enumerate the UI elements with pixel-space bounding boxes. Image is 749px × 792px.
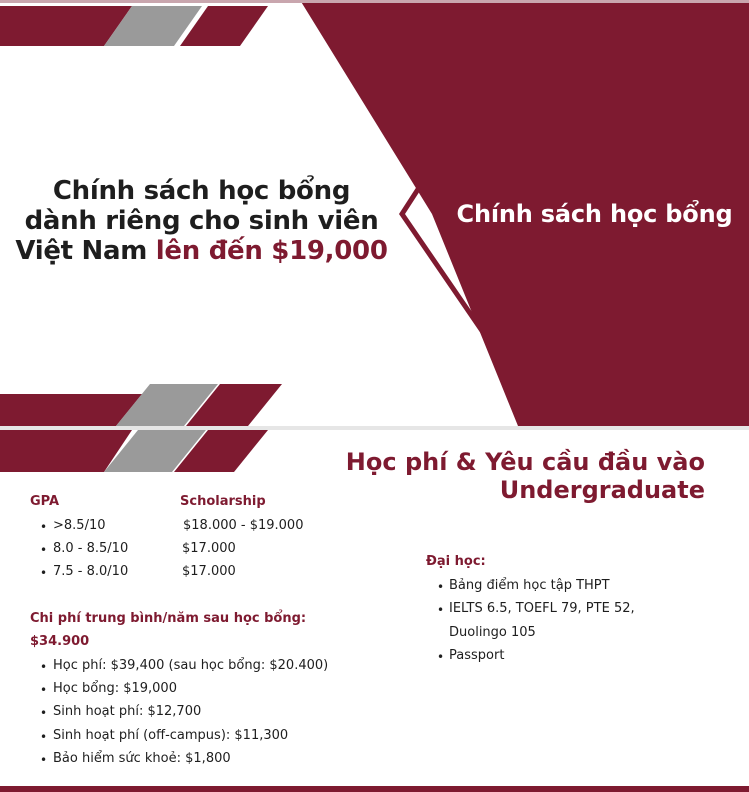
bullet-icon: • <box>40 566 48 580</box>
bullet-icon: • <box>40 683 48 697</box>
cost-item: Học bổng: $19,000 <box>53 681 177 696</box>
requirement-item: IELTS 6.5, TOEFL 79, PTE 52, <box>449 601 635 616</box>
bullet-icon: • <box>40 520 48 534</box>
headline-amount-highlight: lên đến $19,000 <box>155 236 388 266</box>
scholarship-header: Scholarship <box>180 494 266 509</box>
gpa-value: >8.5/10 <box>53 518 106 533</box>
bullet-icon: • <box>437 580 445 594</box>
avg-cost-label: Chi phí trung bình/năm sau học bổng: <box>30 611 307 626</box>
bullet-icon: • <box>40 660 48 674</box>
bottom-bar <box>0 786 749 792</box>
gpa-value: 8.0 - 8.5/10 <box>53 541 129 556</box>
scholarship-value: $18.000 - $19.000 <box>183 518 304 533</box>
top-edge <box>0 0 749 3</box>
bullet-icon: • <box>40 543 48 557</box>
bullet-icon: • <box>437 650 445 664</box>
bullet-icon: • <box>40 753 48 767</box>
bullet-icon: • <box>40 730 48 744</box>
title-line-2: Undergraduate <box>499 476 705 504</box>
avg-cost-value: $34.900 <box>30 634 90 649</box>
gpa-value: 7.5 - 8.0/10 <box>53 564 129 579</box>
slide2-title <box>346 448 705 504</box>
headline-line-2: dành riêng cho sinh viên <box>24 206 379 236</box>
headline-line-3-plain: Việt Nam <box>15 236 156 266</box>
slide-tuition-requirements <box>0 430 749 792</box>
requirement-item-continued: Duolingo 105 <box>449 625 536 640</box>
title-line-1: Học phí & Yêu cầu đầu vào <box>345 448 705 476</box>
bullet-icon: • <box>40 706 48 720</box>
side-panel-title: Chính sách học bổng <box>456 200 733 228</box>
headline-line-3 <box>14 236 389 266</box>
slide1-headline <box>14 176 389 266</box>
cost-item: Sinh hoạt phí: $12,700 <box>53 704 202 719</box>
cost-item: Học phí: $39,400 (sau học bổng: $20.400) <box>53 658 329 673</box>
scholarship-value: $17.000 <box>182 564 236 579</box>
scholarship-value: $17.000 <box>182 541 236 556</box>
requirement-item: Passport <box>449 648 505 663</box>
bullet-icon: • <box>437 603 445 617</box>
requirement-item: Bảng điểm học tập THPT <box>449 578 610 593</box>
gpa-header: GPA <box>30 494 60 509</box>
cost-item: Sinh hoạt phí (off-campus): $11,300 <box>53 728 289 743</box>
requirements-label: Đại học: <box>426 554 486 569</box>
cost-item: Bảo hiểm sức khoẻ: $1,800 <box>53 751 231 766</box>
headline-line-1: Chính sách học bổng <box>52 176 351 206</box>
